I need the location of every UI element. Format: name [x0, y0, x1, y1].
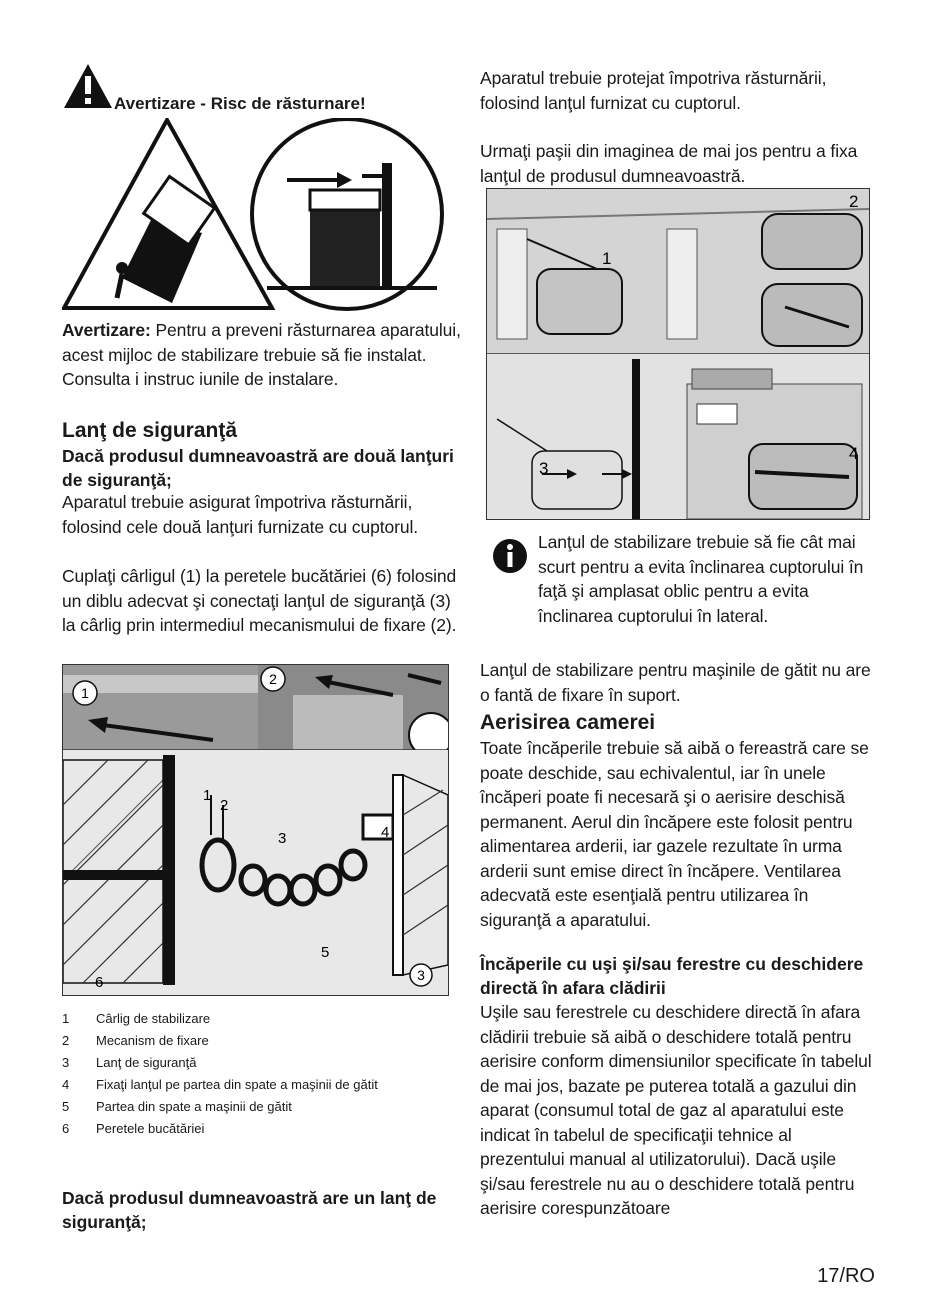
legend-item: 3 Lanţ de siguranţă: [62, 1055, 197, 1070]
info-icon: [492, 538, 528, 574]
legend-item: 1 Cârlig de stabilizare: [62, 1011, 211, 1026]
fig-label-1: 1: [602, 249, 612, 268]
subtitle-two-chains: Dacă produsul dumneavoastră are două lanţuri de siguranţă;: [62, 446, 454, 490]
section-title-safety-chain: Lanţ de siguranţă: [62, 419, 238, 442]
warning-label: Avertizare:: [62, 320, 151, 340]
fig-label-circle-2: 2: [269, 671, 277, 687]
warning-triangle-icon: [62, 62, 114, 110]
fig-label-3: 3: [539, 459, 549, 478]
fig-label-2: 2: [220, 797, 229, 814]
page-number: 17/RO: [817, 1265, 875, 1287]
fig-label-4: 4: [849, 444, 859, 463]
fig-label-circle-3: 3: [417, 967, 425, 983]
warning-text: Pentru a preveni răsturnarea aparatului, acest mijloc de stabilizare trebuie să fie instalat. Consulta i instruc iunile de instalare.: [62, 320, 461, 389]
legend-item: 5 Partea din spate a maşinii de gătit: [62, 1099, 292, 1114]
paragraph-two-chains-1: Aparatul trebuie asigurat împotriva răsturnării, folosind cele două lanţuri furnizate cu cuptorul.: [62, 492, 419, 537]
tip-over-warning-illustration: [62, 118, 452, 316]
warning-header: [62, 62, 462, 122]
paragraph-ventilation: Toate încăperile trebuie să aibă o fereastră care se poate deschide, sau echivalentul, iar în unele încăperi poate fi necesară şi o aerisire deschisă permanent. Aerul din încăpere este folosit pentru alimentarea arderii, iar gazele rezultate în urma arderii sunt emise direct în încăpere. Ventilarea adecvată este esenţială pentru utilizarea în siguranţă a aparatului.: [480, 738, 869, 930]
legend-item: 6 Peretele bucătăriei: [62, 1121, 205, 1136]
paragraph-chain-note: Lanţul de stabilizare pentru maşinile de gătit nu are o fantă de fixare în suport.: [480, 660, 871, 705]
paragraph-rooms-openings: Uşile sau ferestrele cu deschidere directă în afara clădirii trebuie să aibă o deschidere totală pentru aerisire conform dimensiunilor specificate în tabelul de mai jos, bazate pe puterea totală a gazului din aparat (consumul total de gaz al aparatului este indicat în tabelul de specificaţii tehnice al prezentului manual al utilizatorului). Dacă uşile şi/sau ferestrele nu au o deschidere totală pentru aerisire corespunzătoare: [480, 1002, 872, 1218]
fig-label-5: 5: [321, 944, 330, 961]
fig-label-3: 3: [278, 830, 287, 847]
paragraph-one-chain-2: Urmaţi paşii din imaginea de mai jos pentru a fixa lanţul de produsul dumneavoastră.: [480, 141, 858, 186]
fig-label-6: 6: [95, 974, 104, 991]
two-chains-figure: [62, 664, 449, 996]
fig-label-4: 4: [381, 824, 390, 841]
subtitle-rooms-openings: Încăperile cu uşi şi/sau ferestre cu deschidere directă în afara clădirii: [480, 954, 864, 998]
paragraph-one-chain-1: Aparatul trebuie protejat împotriva răsturnării, folosind lanţul furnizat cu cuptorul.: [480, 68, 827, 113]
fig-label-circle-1: 1: [81, 685, 89, 701]
subtitle-one-chain: Dacă produsul dumneavoastră are un lanţ de siguranţă;: [62, 1188, 437, 1232]
section-title-ventilation: Aerisirea camerei: [480, 711, 656, 734]
one-chain-diagram: [487, 189, 869, 519]
one-chain-figure: [486, 188, 870, 520]
figure-legend: [62, 1008, 446, 1140]
legend-item: 4 Fixaţi lanţul pe partea din spate a maşinii de gătit: [62, 1077, 378, 1092]
warning-title: Avertizare - Risc de răsturnare!: [114, 94, 366, 113]
paragraph-two-chains-2: Cuplaţi cârligul (1) la peretele bucătăriei (6) folosind un diblu adecvat şi conectaţi lanţul de siguranţă (3) la cârlig prin intermediul mecanismului de fixare (2).: [62, 566, 457, 635]
warning-paragraph: [62, 318, 462, 392]
fig-label-2: 2: [849, 192, 859, 211]
fig-label-1: 1: [203, 787, 212, 804]
two-chains-diagram: [63, 665, 448, 995]
legend-item: 2 Mecanism de fixare: [62, 1033, 209, 1048]
info-note-text: Lanţul de stabilizare trebuie să fie cât mai scurt pentru a evita înclinarea cuptorului în faţă şi amplasat oblic pentru a evita înclinarea cuptorului în lateral.: [538, 532, 864, 626]
